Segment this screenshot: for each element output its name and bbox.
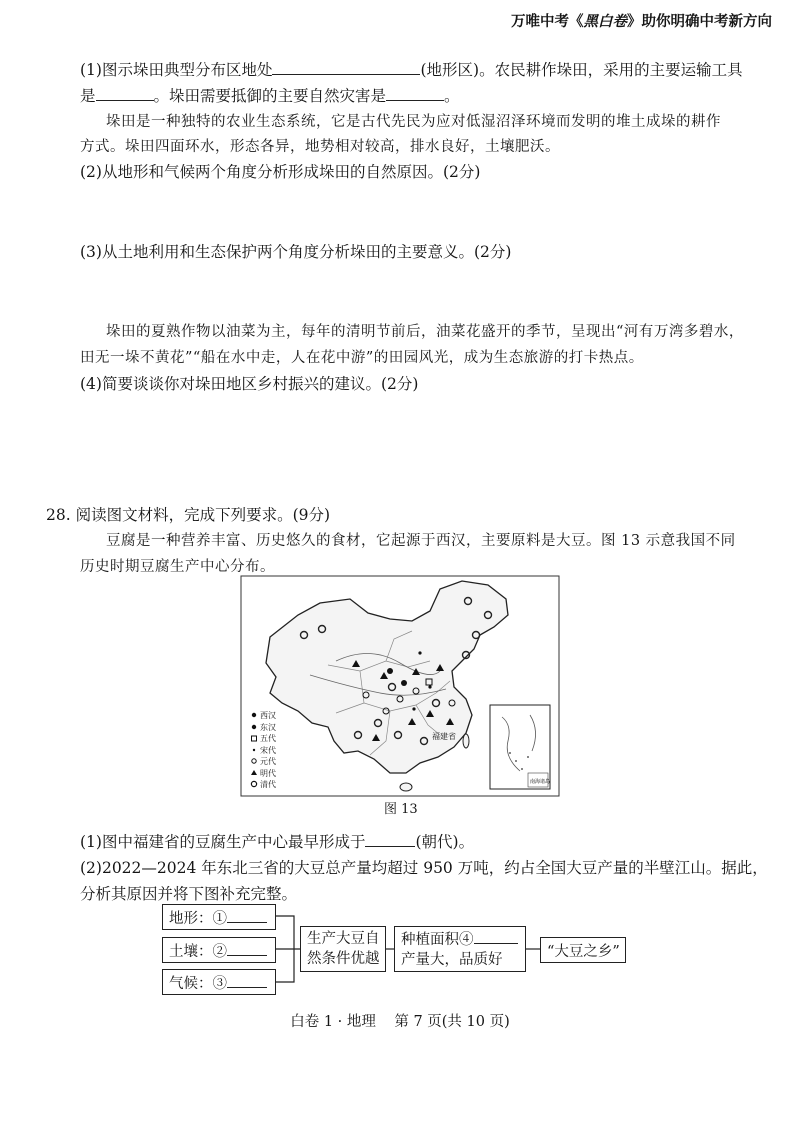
question-28-title: 28. 阅读图文材料，完成下列要求。(9分) [46,506,331,524]
question-1-text-a: (1)图示垛田典型分布区地处 [80,61,273,79]
header-prefix: 万唯中考《 [511,14,584,30]
material-2-line-1: 垛田的夏熟作物以油菜为主，每年的清明节前后，油菜花盛开的季节，呈现出“河有万湾多碧水， [106,324,744,340]
question-28-intro-2: 历史时期豆腐生产中心分布。 [80,559,275,575]
question-1-text-c: 是 [80,87,96,105]
question-28-intro-1: 豆腐是一种营养丰富、历史悠久的食材，它起源于西汉，主要原料是大豆。图 13 示意我国不同 [106,533,736,549]
hainan-island-shape [400,783,412,791]
legend-label: 西汉 [260,711,276,720]
natural-conditions-box [300,926,386,972]
page-header [511,10,772,31]
area-line-2: 产量大，品质好 [401,952,503,968]
soybean-hometown-box [540,937,626,963]
answer-blank-disaster[interactable] [386,86,444,101]
taiwan-island-shape [463,734,469,748]
header-brand: 黑白卷 [583,14,627,30]
question-2: (2)从地形和气候两个角度分析形成垛田的自然原因。(2分) [80,163,481,181]
conditions-line-1: 生产大豆自 [307,931,380,947]
inset-label: 南海诸岛 [530,779,551,785]
question-3: (3)从土地利用和生态保护两个角度分析垛田的主要意义。(2分) [80,243,512,261]
answer-blank-dynasty[interactable] [365,832,415,847]
climate-box [162,969,276,995]
answer-blank-soil[interactable] [227,941,267,956]
legend-label: 东汉 [260,723,276,732]
legend-label: 宋代 [260,746,276,755]
question-28-2-line-1: (2)2022—2024 年东北三省的大豆总产量均超过 950 万吨，约占全国大豆产量的半壁江山。据此， [80,859,768,877]
china-tofu-map [240,575,560,797]
page-footer: 白卷 1 · 地理 第 7 页(共 10 页) [290,1014,510,1030]
climate-label: 气候：③ [169,976,227,992]
question-28-1-text-a: (1)图中福建省的豆腐生产中心最早形成于 [80,833,366,851]
answer-blank-landform[interactable] [272,60,420,75]
figure-caption: 图 13 [384,802,418,817]
question-1-text-d: 。垛田需要抵御的主要自然灾害是 [153,87,387,105]
question-1-text-b: (地形区)。农民耕作垛田，采用的主要运输工具 [420,61,743,79]
question-4: (4)简要谈谈你对垛田地区乡村振兴的建议。(2分) [80,375,419,393]
question-28-1 [80,830,474,852]
soil-box [162,937,276,963]
planting-area-box [394,926,526,972]
legend-label: 五代 [260,734,276,743]
terrain-box [162,904,276,930]
question-28-2-line-2: 分析其原因并将下图补充完整。 [80,885,298,903]
legend-label: 清代 [260,780,276,789]
area-line-1: 种植面积④ [401,932,474,948]
soil-label: 土壤：② [169,944,227,960]
legend-label: 明代 [260,769,276,778]
header-suffix: 》助你明确中考新方向 [627,14,772,30]
question-1-text-e: 。 [444,87,460,105]
south-sea-inset [490,705,550,789]
answer-blank-terrain[interactable] [227,908,267,923]
terrain-label: 地形：① [169,911,227,927]
material-2-line-2: 田无一垛不黄花”“船在水中走，人在花中游”的田园风光，成为生态旅游的打卡热点。 [80,350,644,366]
answer-blank-transport[interactable] [96,86,154,101]
question-1-line-2 [80,84,460,106]
material-1-line-1: 垛田是一种独特的农业生态系统，它是古代先民为应对低湿沼泽环境而发明的堆土成垛的耕作 [106,114,721,130]
answer-blank-area[interactable] [474,929,518,944]
conditions-line-2: 然条件优越 [307,951,380,967]
question-28-1-text-b: (朝代)。 [415,833,475,851]
material-1-line-2: 方式。垛田四面环水，形态各异，地势相对较高，排水良好，土壤肥沃。 [80,139,560,155]
fujian-label: 福建省 [432,732,456,741]
question-1-line-1 [80,58,743,80]
legend-label: 元代 [260,757,276,766]
answer-blank-climate[interactable] [227,973,267,988]
result-label: “大豆之乡” [547,944,620,960]
